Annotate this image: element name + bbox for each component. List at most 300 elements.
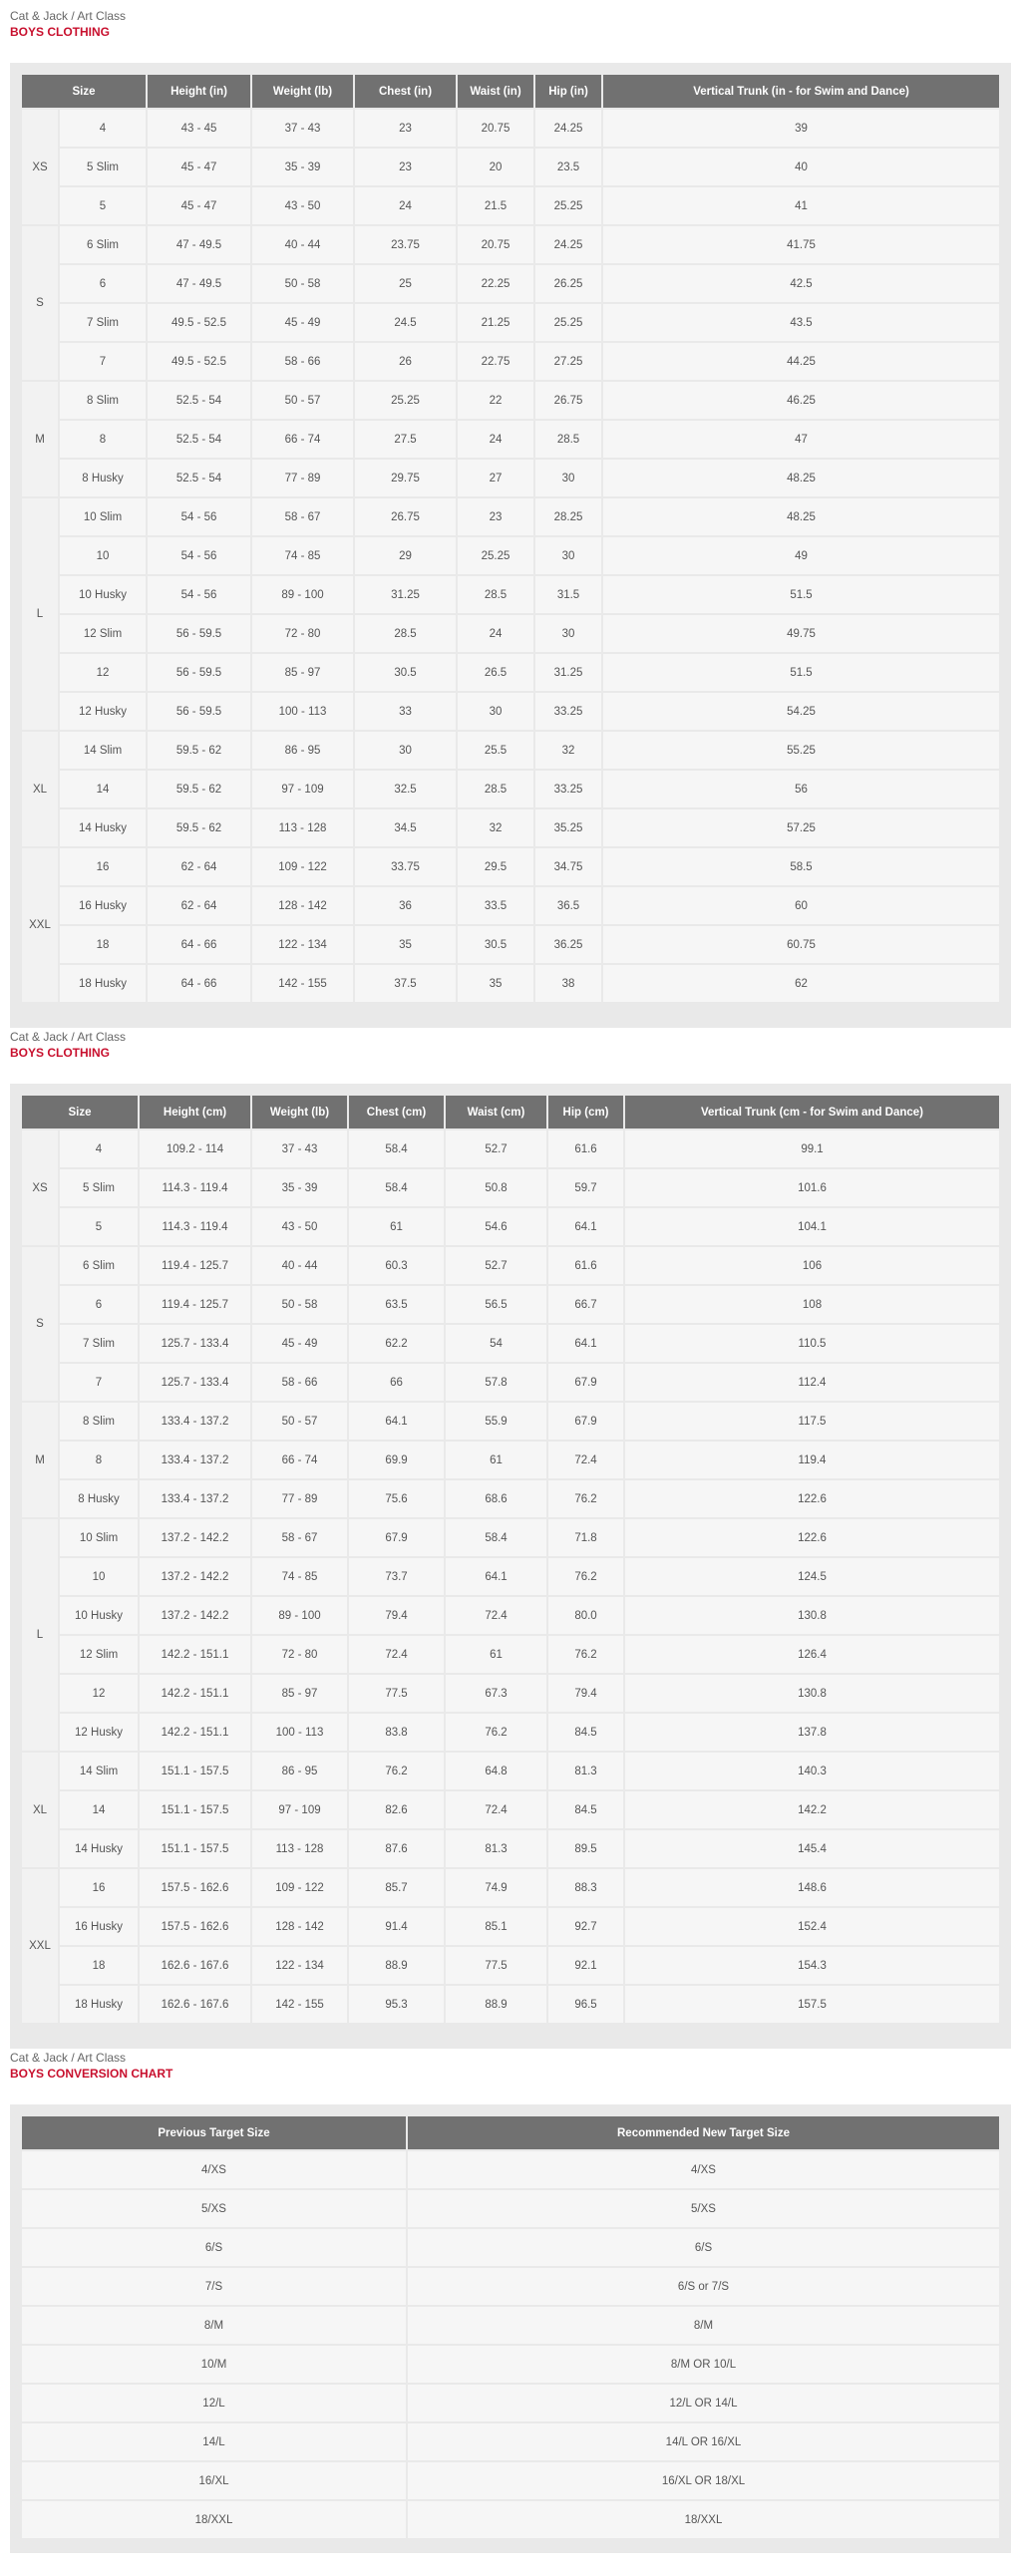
table-cell: 106 — [625, 1247, 999, 1284]
table-cell: 74 - 85 — [252, 537, 353, 574]
table-row — [22, 654, 999, 691]
brand-label: Cat & Jack / Art Class — [10, 9, 127, 23]
table-row — [22, 732, 999, 769]
table-row — [22, 771, 999, 807]
table-cell: 44.25 — [603, 343, 999, 380]
table-cell: 148.6 — [625, 1869, 999, 1906]
table-row — [22, 1947, 999, 1984]
size-chart-table-inches — [20, 73, 1001, 1004]
table-cell: 47 - 49.5 — [148, 226, 250, 263]
table-cell: 25.5 — [458, 732, 533, 769]
table-cell: 77.5 — [349, 1675, 444, 1712]
column-header: Weight (lb) — [252, 75, 353, 108]
table-cell: 10 — [60, 537, 146, 574]
table-cell: 151.1 - 157.5 — [140, 1830, 250, 1867]
table-cell: 56 - 59.5 — [148, 654, 250, 691]
table-row — [22, 1364, 999, 1401]
table-cell: 12/L OR 14/L — [408, 2385, 999, 2421]
table-row — [22, 187, 999, 224]
table-cell: 76.2 — [446, 1714, 546, 1751]
table-cell: 89 - 100 — [252, 576, 353, 613]
table-row — [22, 848, 999, 885]
table-cell: 24 — [458, 615, 533, 652]
table-cell: 48.25 — [603, 498, 999, 535]
table-cell: 85.1 — [446, 1908, 546, 1945]
table-cell: 7 — [60, 1364, 138, 1401]
table-cell: 46.25 — [603, 382, 999, 419]
table-cell: 35 — [458, 965, 533, 1002]
table-row — [22, 498, 999, 535]
table-cell: 50 - 57 — [252, 382, 353, 419]
table-cell: 10 Husky — [60, 1597, 138, 1634]
column-header: Hip (cm) — [548, 1096, 623, 1128]
table-cell: 7 Slim — [60, 304, 146, 341]
table-cell: 33.5 — [458, 887, 533, 924]
table-cell: 67.3 — [446, 1675, 546, 1712]
table-cell: 91.4 — [349, 1908, 444, 1945]
table-cell: 64 - 66 — [148, 965, 250, 1002]
table-cell: 10 Husky — [60, 576, 146, 613]
table-cell: 22.75 — [458, 343, 533, 380]
table-cell: 26.75 — [355, 498, 456, 535]
table-row — [22, 576, 999, 613]
table-cell: 64 - 66 — [148, 926, 250, 963]
table-cell: 30 — [535, 460, 601, 496]
table-cell: 74.9 — [446, 1869, 546, 1906]
table-cell: 50 - 58 — [252, 1286, 347, 1323]
table-row — [22, 1286, 999, 1323]
table-cell: 54 - 56 — [148, 498, 250, 535]
table-row — [22, 2190, 999, 2227]
conversion-chart-table — [20, 2114, 1001, 2540]
table-cell: 6 Slim — [60, 226, 146, 263]
table-cell: 101.6 — [625, 1169, 999, 1206]
table-cell: 162.6 - 167.6 — [140, 1986, 250, 2023]
table-cell: 36.5 — [535, 887, 601, 924]
table-cell: 109 - 122 — [252, 848, 353, 885]
table-cell: 157.5 — [625, 1986, 999, 2023]
section-title: BOYS CLOTHING — [10, 25, 111, 39]
size-group-label: XL — [22, 732, 58, 846]
table-row — [22, 1675, 999, 1712]
table-cell: 45 - 49 — [252, 1325, 347, 1362]
table-cell: 31.25 — [355, 576, 456, 613]
table-header-row — [22, 1096, 999, 1128]
table-cell: 83.8 — [349, 1714, 444, 1751]
table-cell: 12 Husky — [60, 693, 146, 730]
table-cell: 8/M — [408, 2307, 999, 2344]
table-cell: 12/L — [22, 2385, 406, 2421]
table-cell: 30 — [458, 693, 533, 730]
table-cell: 20 — [458, 149, 533, 185]
table-cell: 113 - 128 — [252, 809, 353, 846]
size-chart-table-cm — [20, 1094, 1001, 2025]
table-cell: 85 - 97 — [252, 654, 353, 691]
table-cell: 18/XXL — [22, 2501, 406, 2538]
table-cell: 58.4 — [349, 1169, 444, 1206]
table-cell: 8 Husky — [60, 1480, 138, 1517]
column-header: Height (cm) — [140, 1096, 250, 1128]
size-group-label: S — [22, 1247, 58, 1401]
table-cell: 72.4 — [349, 1636, 444, 1673]
table-cell: 58 - 67 — [252, 1519, 347, 1556]
table-cell: 18 — [60, 1947, 138, 1984]
column-header: Previous Target Size — [22, 2116, 406, 2149]
table-cell: 7 — [60, 343, 146, 380]
table-cell: 4/XS — [408, 2151, 999, 2188]
table-cell: 26.75 — [535, 382, 601, 419]
table-cell: 88.9 — [446, 1986, 546, 2023]
table-cell: 14 — [60, 771, 146, 807]
table-cell: 40 - 44 — [252, 1247, 347, 1284]
table-row — [22, 1830, 999, 1867]
table-cell: 47 — [603, 421, 999, 458]
table-header-row — [22, 75, 999, 108]
table-row — [22, 1558, 999, 1595]
table-cell: 100 - 113 — [252, 693, 353, 730]
table-cell: 87.6 — [349, 1830, 444, 1867]
table-cell: 35 — [355, 926, 456, 963]
table-cell: 61.6 — [548, 1130, 623, 1167]
brand-label: Cat & Jack / Art Class — [10, 2051, 127, 2065]
table-cell: 8/M — [22, 2307, 406, 2344]
table-cell: 56 - 59.5 — [148, 693, 250, 730]
table-row — [22, 693, 999, 730]
table-cell: 5 — [60, 187, 146, 224]
table-cell: 22.25 — [458, 265, 533, 302]
table-cell: 6 Slim — [60, 1247, 138, 1284]
table-cell: 56 - 59.5 — [148, 615, 250, 652]
table-cell: 110.5 — [625, 1325, 999, 1362]
table-cell: 113 - 128 — [252, 1830, 347, 1867]
table-cell: 128 - 142 — [252, 887, 353, 924]
column-header: Size — [22, 1096, 138, 1128]
table-cell: 16 — [60, 848, 146, 885]
table-row — [22, 2462, 999, 2499]
table-cell: 89.5 — [548, 1830, 623, 1867]
column-header: Waist (cm) — [446, 1096, 546, 1128]
table-cell: 4/XS — [22, 2151, 406, 2188]
table-cell: 71.8 — [548, 1519, 623, 1556]
table-cell: 8 Slim — [60, 1403, 138, 1440]
table-cell: 25.25 — [458, 537, 533, 574]
table-cell: 73.7 — [349, 1558, 444, 1595]
table-cell: 28.5 — [535, 421, 601, 458]
column-header: Recommended New Target Size — [408, 2116, 999, 2149]
table-cell: 37.5 — [355, 965, 456, 1002]
table-cell: 140.3 — [625, 1753, 999, 1789]
table-cell: 10 Slim — [60, 498, 146, 535]
table-cell: 30.5 — [458, 926, 533, 963]
table-cell: 137.8 — [625, 1714, 999, 1751]
table-row — [22, 1597, 999, 1634]
table-cell: 25.25 — [535, 304, 601, 341]
table-cell: 8 — [60, 421, 146, 458]
table-cell: 43 - 50 — [252, 1208, 347, 1245]
table-row — [22, 343, 999, 380]
table-cell: 119.4 — [625, 1442, 999, 1478]
conversion-section — [10, 2050, 1011, 2526]
table-row — [22, 615, 999, 652]
table-cell: 40 - 44 — [252, 226, 353, 263]
table-cell: 117.5 — [625, 1403, 999, 1440]
table-row — [22, 1403, 999, 1440]
table-cell: 6 — [60, 265, 146, 302]
table-cell: 109.2 - 114 — [140, 1130, 250, 1167]
table-cell: 23.5 — [535, 149, 601, 185]
table-cell: 162.6 - 167.6 — [140, 1947, 250, 1984]
table-cell: 64.8 — [446, 1753, 546, 1789]
table-row — [22, 1986, 999, 2023]
column-header: Vertical Trunk (cm - for Swim and Dance) — [625, 1096, 999, 1128]
section-title: BOYS CONVERSION CHART — [10, 2067, 173, 2081]
table-cell: 52.5 - 54 — [148, 382, 250, 419]
table-row — [22, 382, 999, 419]
table-cell: 23 — [355, 110, 456, 147]
table-cell: 137.2 - 142.2 — [140, 1597, 250, 1634]
table-cell: 67.9 — [548, 1403, 623, 1440]
size-group-label: XS — [22, 1130, 58, 1245]
column-header: Vertical Trunk (in - for Swim and Dance) — [603, 75, 999, 108]
table-cell: 26 — [355, 343, 456, 380]
table-row — [22, 1791, 999, 1828]
table-cell: 114.3 - 119.4 — [140, 1208, 250, 1245]
table-cell: 26.5 — [458, 654, 533, 691]
table-cell: 34.5 — [355, 809, 456, 846]
table-cell: 108 — [625, 1286, 999, 1323]
table-cell: 77 - 89 — [252, 460, 353, 496]
table-cell: 62 - 64 — [148, 887, 250, 924]
table-cell: 62.2 — [349, 1325, 444, 1362]
table-row — [22, 809, 999, 846]
table-cell: 58 - 67 — [252, 498, 353, 535]
table-cell: 30.5 — [355, 654, 456, 691]
table-cell: 14 Slim — [60, 1753, 138, 1789]
table-cell: 45 - 49 — [252, 304, 353, 341]
table-cell: 100 - 113 — [252, 1714, 347, 1751]
table-cell: 7 Slim — [60, 1325, 138, 1362]
table-cell: 25.25 — [535, 187, 601, 224]
table-cell: 12 Slim — [60, 615, 146, 652]
table-cell: 56.5 — [446, 1286, 546, 1323]
table-cell: 72 - 80 — [252, 1636, 347, 1673]
table-cell: 25.25 — [355, 382, 456, 419]
table-cell: 66 - 74 — [252, 421, 353, 458]
table-row — [22, 460, 999, 496]
table-row — [22, 1636, 999, 1673]
table-cell: 24.5 — [355, 304, 456, 341]
table-cell: 92.1 — [548, 1947, 623, 1984]
table-cell: 20.75 — [458, 110, 533, 147]
table-cell: 40 — [603, 149, 999, 185]
table-cell: 72 - 80 — [252, 615, 353, 652]
table-cell: 51.5 — [603, 654, 999, 691]
table-cell: 64.1 — [349, 1403, 444, 1440]
table-cell: 142.2 - 151.1 — [140, 1675, 250, 1712]
table-cell: 81.3 — [446, 1830, 546, 1867]
table-cell: 122 - 134 — [252, 926, 353, 963]
table-row — [22, 1714, 999, 1751]
table-cell: 12 Husky — [60, 1714, 138, 1751]
table-cell: 5 — [60, 1208, 138, 1245]
table-cell: 142.2 - 151.1 — [140, 1714, 250, 1751]
table-cell: 12 Slim — [60, 1636, 138, 1673]
conversion-chart-panel — [10, 2104, 1011, 2553]
table-cell: 36.25 — [535, 926, 601, 963]
size-group-label: XXL — [22, 848, 58, 1002]
table-cell: 60.75 — [603, 926, 999, 963]
table-cell: 5/XS — [22, 2190, 406, 2227]
table-cell: 6/S — [408, 2229, 999, 2266]
table-cell: 18 Husky — [60, 1986, 138, 2023]
table-cell: 122.6 — [625, 1519, 999, 1556]
table-cell: 85 - 97 — [252, 1675, 347, 1712]
table-cell: 14 Husky — [60, 809, 146, 846]
table-cell: 128 - 142 — [252, 1908, 347, 1945]
table-cell: 76.2 — [548, 1636, 623, 1673]
table-cell: 16 Husky — [60, 1908, 138, 1945]
table-cell: 64.1 — [446, 1558, 546, 1595]
table-cell: 81.3 — [548, 1753, 623, 1789]
table-cell: 37 - 43 — [252, 1130, 347, 1167]
size-group-label: M — [22, 1403, 58, 1517]
table-cell: 145.4 — [625, 1830, 999, 1867]
table-row — [22, 1480, 999, 1517]
table-cell: 23.75 — [355, 226, 456, 263]
table-row — [22, 2229, 999, 2266]
table-cell: 88.9 — [349, 1947, 444, 1984]
table-cell: 59.5 - 62 — [148, 809, 250, 846]
table-cell: 32 — [535, 732, 601, 769]
table-row — [22, 1247, 999, 1284]
table-cell: 61.6 — [548, 1247, 623, 1284]
table-row — [22, 1869, 999, 1906]
column-header: Hip (in) — [535, 75, 601, 108]
table-cell: 122.6 — [625, 1480, 999, 1517]
table-cell: 124.5 — [625, 1558, 999, 1595]
table-cell: 45 - 47 — [148, 187, 250, 224]
table-cell: 126.4 — [625, 1636, 999, 1673]
table-cell: 62 — [603, 965, 999, 1002]
table-cell: 77.5 — [446, 1947, 546, 1984]
table-cell: 62 - 64 — [148, 848, 250, 885]
table-cell: 10/M — [22, 2346, 406, 2383]
table-cell: 96.5 — [548, 1986, 623, 2023]
table-cell: 33.25 — [535, 693, 601, 730]
table-cell: 104.1 — [625, 1208, 999, 1245]
table-row — [22, 2268, 999, 2305]
table-cell: 29.5 — [458, 848, 533, 885]
table-row — [22, 149, 999, 185]
table-cell: 12 — [60, 1675, 138, 1712]
table-cell: 92.7 — [548, 1908, 623, 1945]
table-cell: 12 — [60, 654, 146, 691]
table-cell: 119.4 - 125.7 — [140, 1286, 250, 1323]
table-cell: 58.4 — [446, 1519, 546, 1556]
table-row — [22, 2385, 999, 2421]
table-cell: 54.25 — [603, 693, 999, 730]
table-cell: 122 - 134 — [252, 1947, 347, 1984]
table-cell: 59.5 - 62 — [148, 732, 250, 769]
table-row — [22, 2151, 999, 2188]
column-header: Chest (in) — [355, 75, 456, 108]
table-cell: 133.4 - 137.2 — [140, 1480, 250, 1517]
table-row — [22, 1519, 999, 1556]
table-cell: 48.25 — [603, 460, 999, 496]
table-cell: 59.5 - 62 — [148, 771, 250, 807]
table-cell: 57.8 — [446, 1364, 546, 1401]
table-cell: 49.5 - 52.5 — [148, 343, 250, 380]
table-cell: 37 - 43 — [252, 110, 353, 147]
table-cell: 52.5 - 54 — [148, 460, 250, 496]
table-cell: 157.5 - 162.6 — [140, 1908, 250, 1945]
column-header: Waist (in) — [458, 75, 533, 108]
table-cell: 52.5 - 54 — [148, 421, 250, 458]
table-cell: 86 - 95 — [252, 732, 353, 769]
table-row — [22, 2423, 999, 2460]
table-cell: 130.8 — [625, 1675, 999, 1712]
table-cell: 49.75 — [603, 615, 999, 652]
table-cell: 43 - 50 — [252, 187, 353, 224]
table-cell: 84.5 — [548, 1714, 623, 1751]
table-cell: 23 — [458, 498, 533, 535]
table-cell: 66 — [349, 1364, 444, 1401]
table-cell: 14 — [60, 1791, 138, 1828]
table-cell: 5/XS — [408, 2190, 999, 2227]
table-cell: 133.4 - 137.2 — [140, 1403, 250, 1440]
section-title: BOYS CLOTHING — [10, 1046, 111, 1060]
table-cell: 29 — [355, 537, 456, 574]
table-cell: 58.4 — [349, 1130, 444, 1167]
table-cell: 32 — [458, 809, 533, 846]
table-cell: 56 — [603, 771, 999, 807]
table-cell: 77 - 89 — [252, 1480, 347, 1517]
table-cell: 95.3 — [349, 1986, 444, 2023]
table-cell: 61 — [349, 1208, 444, 1245]
size-group-label: L — [22, 1519, 58, 1751]
table-cell: 20.75 — [458, 226, 533, 263]
table-cell: 6 — [60, 1286, 138, 1323]
table-cell: 27.5 — [355, 421, 456, 458]
size-group-label: XS — [22, 110, 58, 224]
table-row — [22, 304, 999, 341]
table-row — [22, 1325, 999, 1362]
table-cell: 125.7 - 133.4 — [140, 1325, 250, 1362]
table-cell: 64.1 — [548, 1325, 623, 1362]
table-cell: 50 - 58 — [252, 265, 353, 302]
table-cell: 35.25 — [535, 809, 601, 846]
table-cell: 18 — [60, 926, 146, 963]
table-cell: 79.4 — [548, 1675, 623, 1712]
table-row — [22, 421, 999, 458]
table-cell: 35 - 39 — [252, 1169, 347, 1206]
table-cell: 14/L OR 16/XL — [408, 2423, 999, 2460]
table-cell: 30 — [355, 732, 456, 769]
table-cell: 27 — [458, 460, 533, 496]
table-cell: 61 — [446, 1636, 546, 1673]
table-row — [22, 226, 999, 263]
table-cell: 4 — [60, 1130, 138, 1167]
table-cell: 36 — [355, 887, 456, 924]
table-cell: 28.5 — [355, 615, 456, 652]
table-cell: 133.4 - 137.2 — [140, 1442, 250, 1478]
table-cell: 63.5 — [349, 1286, 444, 1323]
table-cell: 151.1 - 157.5 — [140, 1753, 250, 1789]
table-cell: 7/S — [22, 2268, 406, 2305]
size-section-cm — [10, 1029, 1011, 2011]
table-cell: 30 — [535, 615, 601, 652]
table-row — [22, 926, 999, 963]
